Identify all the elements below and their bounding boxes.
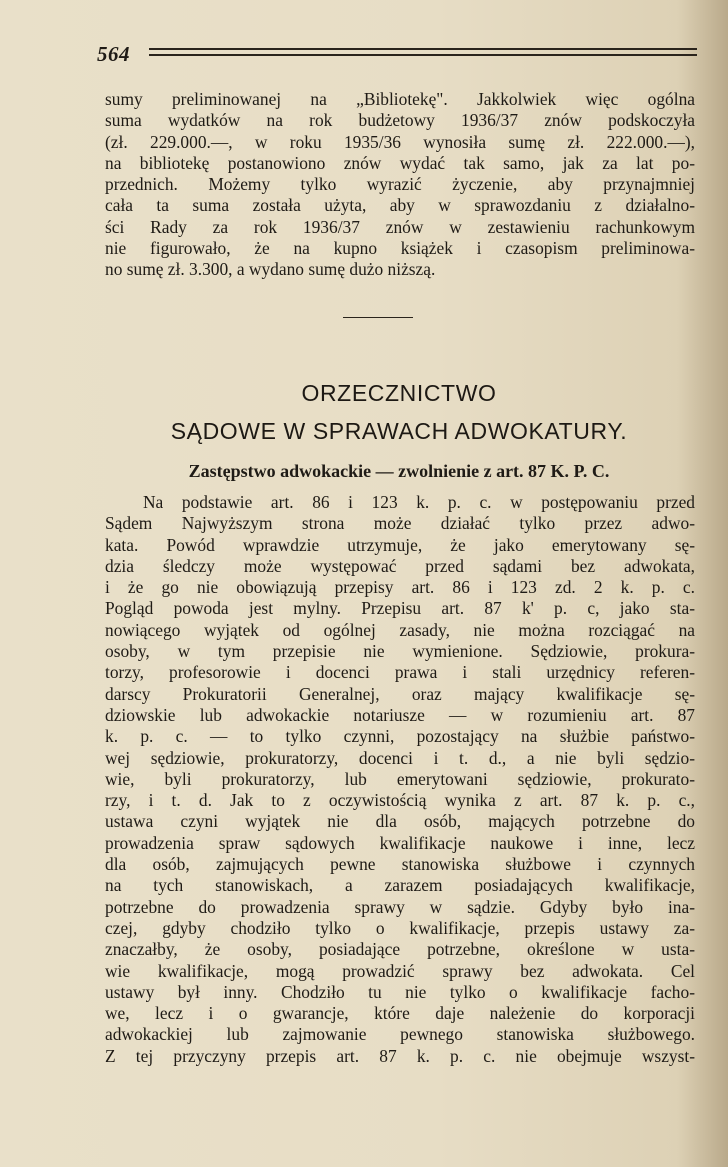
text-line: osoby, w tym przepisie nie wymienione. Sędziowie, prokura- bbox=[105, 641, 695, 662]
text-line: czej, gdyby chodziło tylko o kwalifikacje, przepis ustawy za- bbox=[105, 917, 695, 938]
text-line: nowiącego wyjątek od ogólnej zasady, nie można rozciągać na bbox=[105, 619, 695, 640]
text-line: wie, byli prokuratorzy, lub emerytowani sędziowie, prokurato- bbox=[105, 768, 695, 789]
text-line: potrzebne do prowadzenia sprawy w sądzie. Gdyby było ina- bbox=[105, 896, 695, 917]
page-number: 564 bbox=[97, 42, 130, 66]
paragraph-budget bbox=[105, 89, 695, 281]
section-subtitle: Zastępstwo adwokackie — zwolnienie z art. 87 K. P. C. bbox=[188, 461, 610, 481]
header-rule-bottom bbox=[149, 54, 697, 56]
text-line: dzia śledczy może występować przed sądami bez adwokata, bbox=[105, 555, 695, 576]
text-line: k. p. c. — to tylko czynni, pozostający na służbie państwo- bbox=[105, 726, 695, 747]
header-rule-top bbox=[149, 48, 697, 50]
text-line: nie figurowało, że na kupno książek i czasopism preliminowa- bbox=[105, 238, 695, 259]
text-line: dla osób, zajmujących pewne stanowiska służbowe i czynnych bbox=[105, 854, 695, 875]
section-title-line-1: ORZECZNICTWO bbox=[301, 380, 497, 406]
text-line: ustawa czyni wyjątek nie dla osób, mających potrzebne do bbox=[105, 811, 695, 832]
text-line: we, lecz i o gwarancje, które daje należenie do korporacji bbox=[105, 1003, 695, 1024]
text-line: i że go nie obowiązują przepisy art. 86 i 123 zd. 2 k. p. c. bbox=[105, 577, 695, 598]
text-line: na tych stanowiskach, a zarazem posiadających kwalifikacje, bbox=[105, 875, 695, 896]
text-line: dziowskie lub adwokackie notariusze — w rozumieniu art. 87 bbox=[105, 704, 695, 725]
page-header bbox=[97, 38, 697, 68]
section-divider bbox=[343, 317, 413, 318]
text-line: suma wydatków na rok budżetowy 1936/37 znów podskoczyła bbox=[105, 110, 695, 131]
text-line: no sumę zł. 3.300, a wydano sumę dużo niższą. bbox=[105, 259, 436, 280]
text-line: sumy preliminowanej na „Bibliotekę". Jakkolwiek więc ogólna bbox=[105, 89, 695, 109]
text-line: wie kwalifikacje, mogą prowadzić sprawy bez adwokata. Cel bbox=[105, 960, 695, 981]
section-title-line-2: SĄDOWE W SPRAWACH ADWOKATURY. bbox=[170, 418, 628, 444]
text-line: darscy Prokuratorii Generalnej, oraz mający kwalifikacje sę- bbox=[105, 683, 695, 704]
text-line: Z tej przyczyny przepis art. 87 k. p. c. nie obejmuje wszyst- bbox=[105, 1045, 695, 1066]
text-line: Pogląd powoda jest mylny. Przepisu art. 87 k' p. c, jako sta- bbox=[105, 598, 695, 619]
text-line: rzy, i t. d. Jak to z oczywistością wynika z art. 87 k. p. c., bbox=[105, 790, 695, 811]
text-line: Sądem Najwyższym strona może działać tylko przez adwo- bbox=[105, 513, 695, 534]
text-line: (zł. 229.000.—, w roku 1935/36 wynosiła sumę zł. 222.000.—), bbox=[105, 131, 695, 152]
text-line: cała ta suma została użyta, aby w sprawozdaniu z działalno- bbox=[105, 195, 695, 216]
text-line: na bibliotekę postanowiono znów wydać tak samo, jak za lat po- bbox=[105, 152, 695, 173]
text-line: wej sędziowie, prokuratorzy, docenci i t. d., a nie byli sędzio- bbox=[105, 747, 695, 768]
text-line: przednich. Możemy tylko wyrazić życzenie, aby przynajmniej bbox=[105, 174, 695, 195]
text-line: znaczałby, że osoby, posiadające potrzebne, określone w usta- bbox=[105, 939, 695, 960]
text-line: kata. Powód wprawdzie utrzymuje, że jako emerytowany sę- bbox=[105, 534, 695, 555]
text-line: torzy, profesorowie i docenci prawa i stali urzędnicy referen- bbox=[105, 662, 695, 683]
text-line: adwokackiej lub zajmowanie pewnego stanowiska służbowego. bbox=[105, 1024, 695, 1045]
text-line: Na podstawie art. 86 i 123 k. p. c. w postępowaniu przed bbox=[143, 492, 695, 512]
paragraph-ruling bbox=[105, 492, 695, 1067]
text-line: prowadzenia spraw sądowych kwalifikacje naukowe i inne, lecz bbox=[105, 832, 695, 853]
text-line: ustawy był inny. Chodziło tu nie tylko o kwalifikacje facho- bbox=[105, 981, 695, 1002]
text-line: ści Rady za rok 1936/37 znów w zestawieniu rachunkowym bbox=[105, 216, 695, 237]
